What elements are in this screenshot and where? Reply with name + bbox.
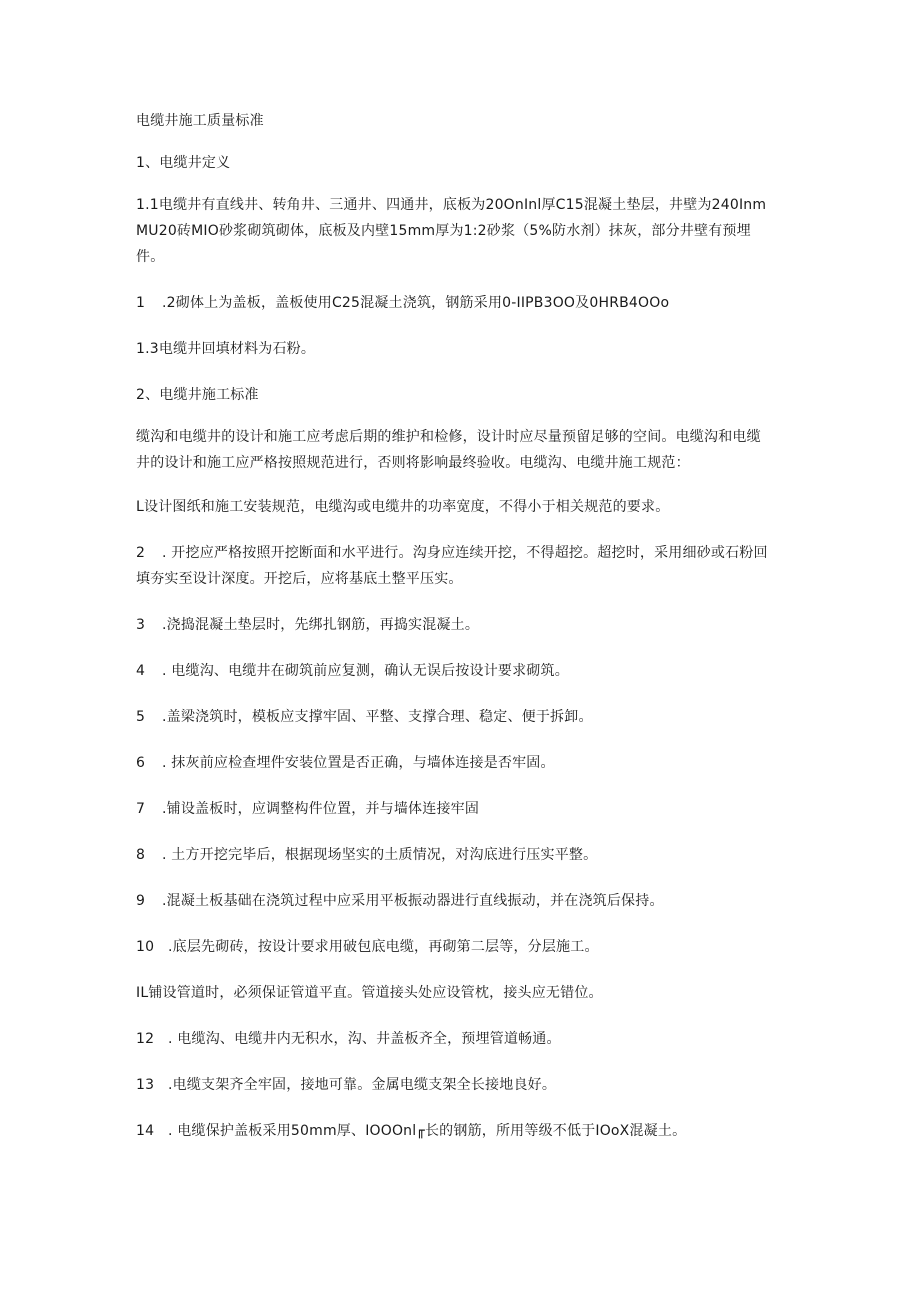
item-text: IL铺设管道时，必须保证管道平直。管道接头处应设管枕，接头应无错位。 [136, 985, 603, 1001]
section-2-item-4 [136, 658, 770, 684]
section-2-item-8 [136, 842, 770, 868]
section-2-item-9 [136, 888, 770, 914]
item-text: .盖梁浇筑时，模板应支撑牢固、平整、支撑合理、稳定、便于拆卸。 [162, 709, 593, 725]
item-number: 2 [136, 545, 146, 561]
item-text: . 开挖应严格按照开挖断面和水平进行。沟身应连续开挖，不得超挖。超挖时，采用细砂或石粉回填夯实至设计深度。开挖后，应将基底土整平压实。 [136, 545, 768, 587]
section-2-item-6 [136, 750, 770, 776]
item-number: 4 [136, 663, 146, 679]
section-2-item-7 [136, 796, 770, 822]
section-1-item-1-3 [136, 336, 770, 362]
section-1-heading: 1、电缆井定义 [136, 155, 231, 171]
section-2-item-2 [136, 540, 770, 592]
section-2-item-14 [136, 1118, 770, 1144]
item-text: . 电缆沟、电缆井内无积水，沟、井盖板齐全，预埋管道畅通。 [168, 1031, 561, 1047]
document-title: 电缆井施工质量标准 [136, 113, 264, 129]
section-2-item-1 [136, 494, 770, 520]
item-number: 7 [136, 801, 146, 817]
item-text: . 抹灰前应检查埋件安装位置是否正确，与墙体连接是否牢固。 [162, 755, 555, 771]
item-number: 3 [136, 617, 146, 633]
section-2-item-3 [136, 612, 770, 638]
item-text: . 电缆沟、电缆井在砌筑前应复测，确认无误后按设计要求砌筑。 [162, 663, 569, 679]
item-text: L设计图纸和施工安装规范，电缆沟或电缆井的功率宽度，不得小于相关规范的要求。 [136, 499, 670, 515]
item-text: .底层先砌砖，按设计要求用破包底电缆，再砌第二层等，分层施工。 [168, 939, 599, 955]
item-text: 1.3电缆井回填材料为石粉。 [136, 341, 316, 357]
section-1-item-1-1 [136, 192, 770, 270]
item-text: .浇捣混凝土垫层时，先绑扎钢筋，再捣实混凝土。 [162, 617, 480, 633]
item-number: 1 [136, 295, 146, 311]
section-2-item-11 [136, 980, 770, 1006]
section-2-heading: 2、电缆井施工标准 [136, 387, 259, 403]
section-2-item-10 [136, 934, 770, 960]
item-text: .电缆支架齐全牢固，接地可靠。金属电缆支架全长接地良好。 [168, 1077, 557, 1093]
item-text: .混凝土板基础在浇筑过程中应采用平板振动器进行直线振动，并在浇筑后保持。 [162, 893, 664, 909]
item-number: 5 [136, 709, 146, 725]
item-number: 13 [136, 1077, 155, 1093]
section-2-item-12 [136, 1026, 770, 1052]
item-text: . 土方开挖完毕后，根据现场坚实的土质情况，对沟底进行压实平整。 [162, 847, 598, 863]
section-1-item-1-2 [136, 290, 770, 316]
item-number: 9 [136, 893, 146, 909]
section-2-item-5 [136, 704, 770, 730]
item-number: 10 [136, 939, 155, 955]
item-text: 1.1电缆井有直线井、转角井、三通井、四通井，底板为20OnInl厚C15混凝土垫层，井壁为240InmMU20砖MIO砂浆砌筑砌体，底板及内壁15mm厚为1:2砂浆（5%防水剂）抹灰，部分井壁有预埋件。 [136, 197, 767, 265]
item-text: .铺设盖板时，应调整构件位置，并与墙体连接牢固 [162, 801, 480, 817]
item-text: . 电缆保护盖板采用50mm厚、IOOOnl╓长的钢筋，所用等级不低于IOoX混凝土。 [168, 1123, 687, 1139]
section-2-item-13 [136, 1072, 770, 1098]
item-number: 6 [136, 755, 146, 771]
item-text: .2砌体上为盖板，盖板使用C25混凝土浇筑，钢筋采用0-IIPB3OO及0HRB4OOo [162, 295, 670, 311]
item-number: 14 [136, 1123, 155, 1139]
item-number: 12 [136, 1031, 155, 1047]
item-number: 8 [136, 847, 146, 863]
section-2-intro: 缆沟和电缆井的设计和施工应考虑后期的维护和检修，设计时应尽量预留足够的空间。电缆沟和电缆井的设计和施工应严格按照规范进行，否则将影响最终验收。电缆沟、电缆井施工规范： [136, 429, 761, 471]
